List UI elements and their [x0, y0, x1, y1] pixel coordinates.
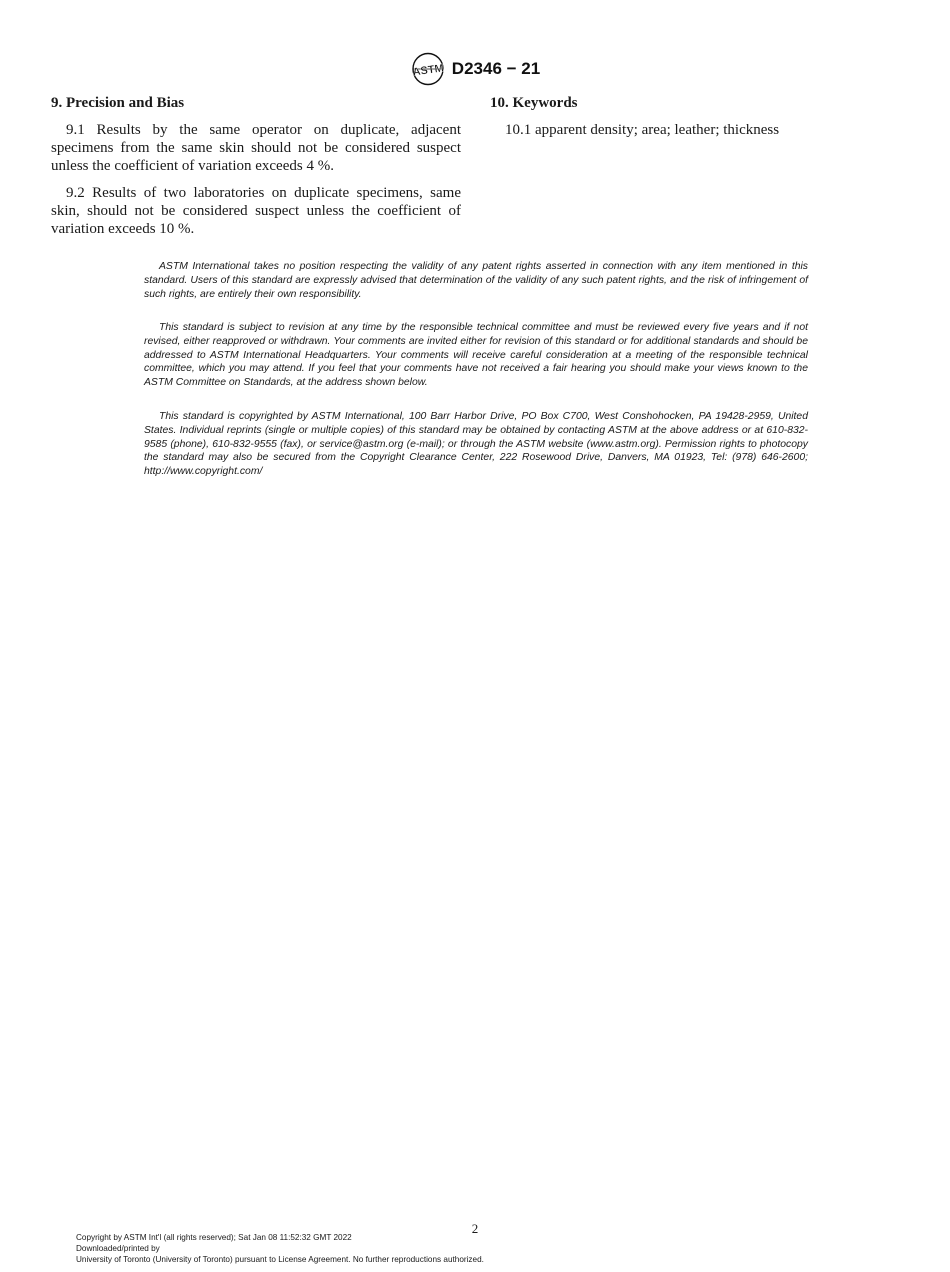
footer-downloaded-line: Downloaded/printed by [76, 1244, 160, 1253]
page-number: 2 [471, 1221, 479, 1236]
paragraph-9-1: 9.1 Results by the same operator on duplicate, adjacent specimens from the same skin should not be considered suspect unless the coefficient of variation exceeds 4 %. [51, 122, 461, 174]
revision-notice: This standard is subject to revision at any time by the responsible technical committee and must be reviewed every five years and if not revised, either reapproved or withdrawn. Your comments are invited either for revision of this standard or for additional standards and should be addressed to ASTM International Headquarters. Your comments will receive careful consideration at a meeting of the responsible technical committee, which you may attend. If you feel that your comments have not received a fair hearing you should make your views known to the ASTM Committee on Standards, at the address shown below. [144, 322, 808, 389]
page-header [0, 52, 950, 86]
section-precision-and-bias [51, 94, 461, 247]
download-footer [76, 1232, 876, 1265]
paragraph-9-2: 9.2 Results of two laboratories on duplicate specimens, same skin, should not be considered suspect unless the coefficient of variation exceeds 10 %. [51, 185, 461, 237]
section-heading: 10. Keywords [490, 95, 578, 111]
paragraph-10-1: 10.1 apparent density; area; leather; thickness [505, 122, 780, 138]
astm-logo-icon [410, 52, 446, 86]
section-heading: 9. Precision and Bias [51, 95, 185, 111]
section-keywords [490, 94, 890, 148]
footer-license-line: University of Toronto (University of Toronto) pursuant to License Agreement. No further reproductions authorized. [76, 1255, 484, 1264]
standard-designation: D2346 − 21 [451, 59, 541, 78]
copyright-notice: This standard is copyrighted by ASTM International, 100 Barr Harbor Drive, PO Box C700, West Conshohocken, PA 19428-2959, United States. Individual reprints (single or multiple copies) of this standard may be obtained by contacting ASTM at the above address or at 610-832-9585 (phone), 610-832-9555 (fax), or service@astm.org (e-mail); or through the ASTM website (www.astm.org). Permission rights to photocopy the standard may also be secured from the Copyright Clearance Center, 222 Rosewood Drive, Danvers, MA 01923, Tel: (978) 646-2600; http://www.copyright.com/ [144, 411, 808, 478]
svg-text:ASTM: ASTM [411, 62, 445, 79]
patent-notice: ASTM International takes no position respecting the validity of any patent rights asserted in connection with any item mentioned in this standard. Users of this standard are expressly advised that determination of the validity of any such patent rights, and the risk of infringement of such rights, are entirely their own responsibility. [144, 261, 808, 300]
footer-copyright-line: Copyright by ASTM Int'l (all rights reserved); Sat Jan 08 11:52:32 GMT 2022 [76, 1233, 352, 1242]
